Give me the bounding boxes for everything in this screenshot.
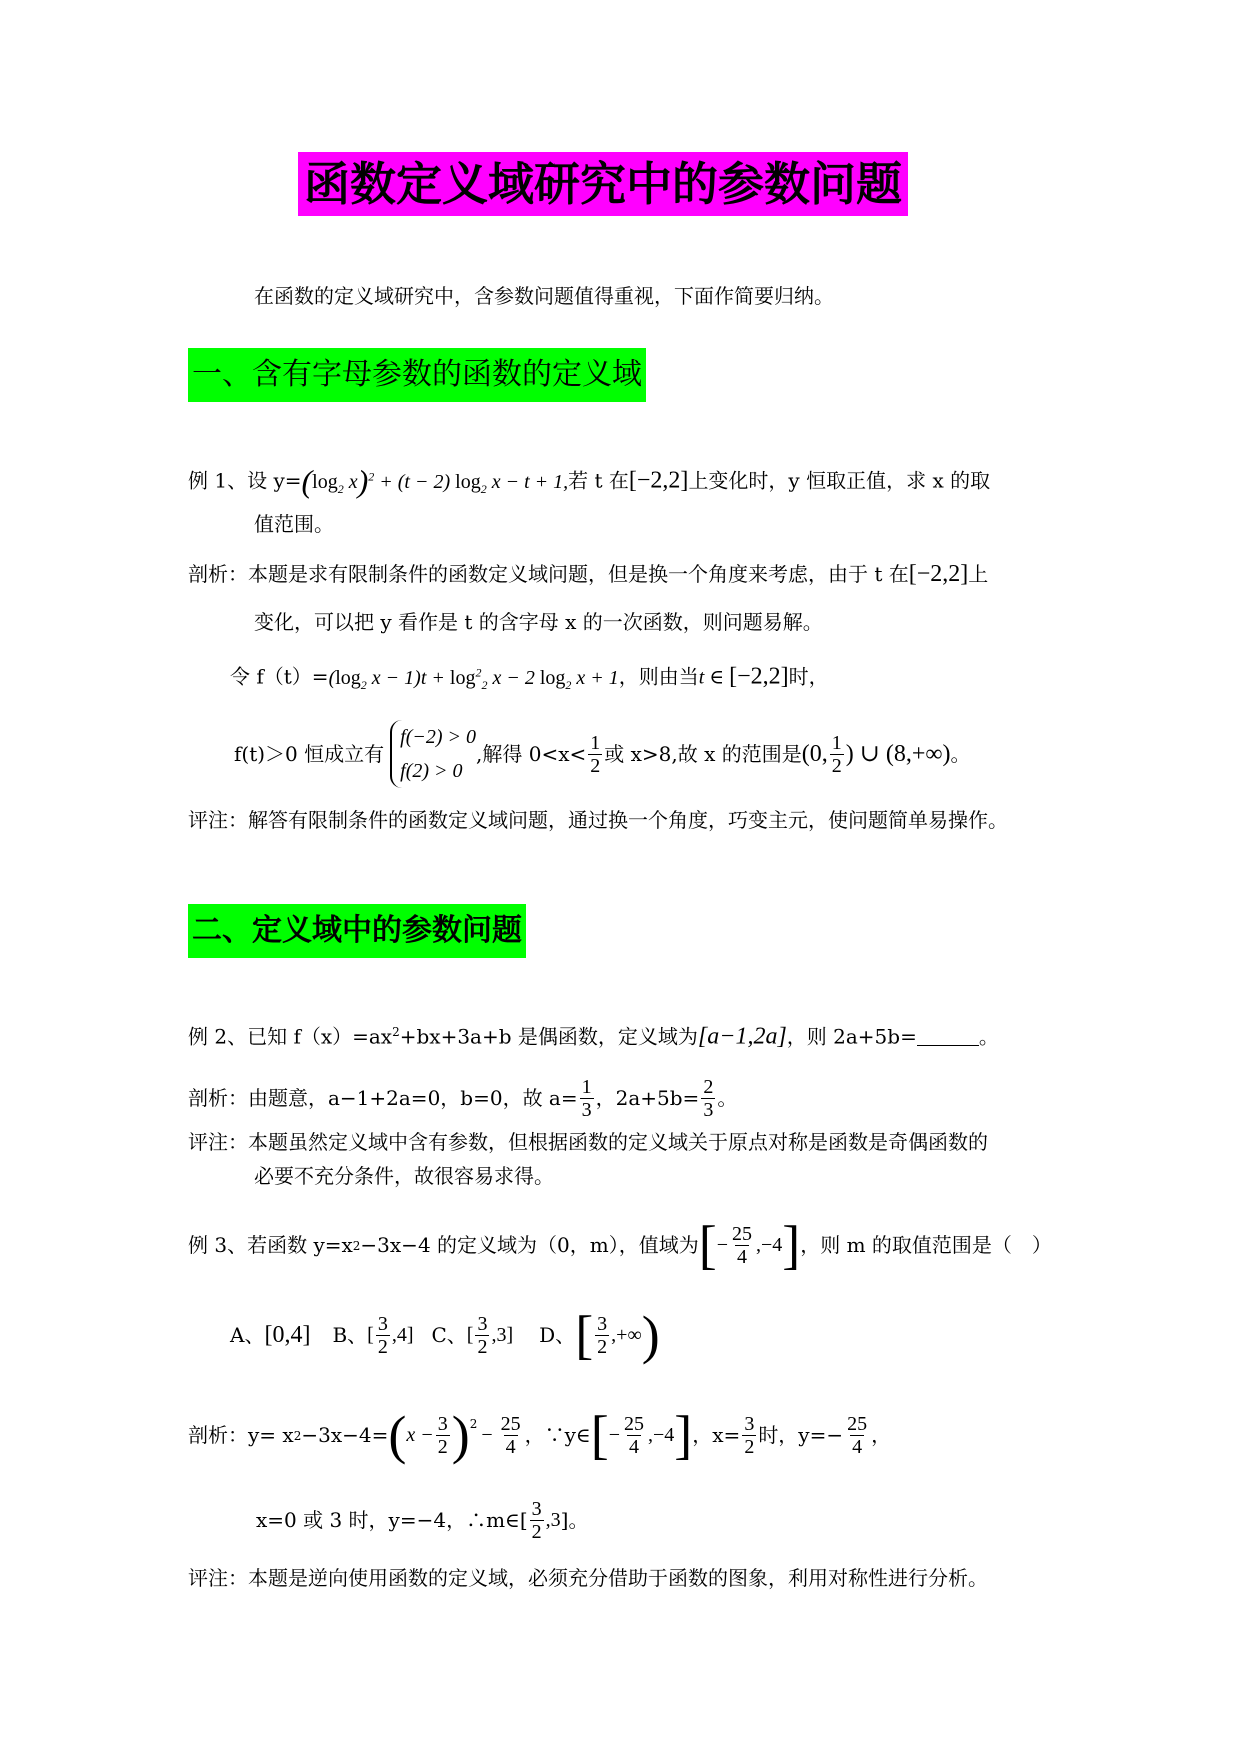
fraction-3-2-b: $\frac{3}{2}$ [744,1412,755,1458]
option-a-label: A、 [230,1323,265,1347]
example-3-mid: −3x−4 的定义域为（0，m），值域为 [360,1233,699,1257]
analysis-3-line-1: 剖析：y= x 2 −3x−4= ( x − $\frac{3}{2}$ ) $^2$ − $\frac{25}{4}$ ，∵y∈ [ − $\frac{25}{4}$ ,−4 ] ，x= $\frac{3}{2}$ 时，y=− $\frac{25}{4}$ ， [188,1405,892,1465]
analysis-1-line-2: 变化，可以把 y 看作是 t 的含字母 x 的一次函数，则问题易解。 [254,610,823,634]
fraction-one-third: $\frac{1}{3}$ [581,1075,592,1121]
intro-text: 在函数的定义域研究中，含参数问题值得重视，下面作简要归纳。 [254,284,834,308]
system-row-1: f(−2) > 0 [400,726,477,748]
option-c-fraction: $\frac{3}{2}$ [477,1312,488,1358]
analysis-1-range-text: 或 x>8,故 x 的范围是 [604,742,802,766]
note-1: 评注：解答有限制条件的函数定义域问题，通过换一个角度，巧变主元，使问题简单易操作。 [188,808,1008,832]
analysis-2 [188,1068,737,1128]
example-2-period: 。 [978,1024,999,1049]
analysis-3-line-2: x=0 或 3 时，y=−4，∴m∈[ $\frac{3}{2}$ ,3 ]。 [256,1497,589,1543]
example-2: 例 2、已知 $f(x)=ax^2+bx+3a+b$ 是偶函数，定义域为[a−1,2a]，则 2a+5b= 。 [188,1023,999,1050]
analysis-3-y-equals: 时，y=− [758,1423,844,1447]
option-b-label: B、 [332,1323,368,1347]
example-1-tail2: 上变化时，y 恒取正值，求 x 的取 [688,468,991,493]
analysis-1-then: ，则由当 [618,664,699,689]
analysis-3-x-equals: ，x= [692,1423,741,1447]
option-a-value: [0,4] [264,1322,311,1348]
note-3: 评注：本题是逆向使用函数的定义域，必须充分借助于函数的图象，利用对称性进行分析。 [188,1566,988,1590]
section-1-heading: 一、含有字母参数的函数的定义域 [188,348,646,402]
note-2-line-1: 评注：本题虽然定义域中含有参数，但根据函数的定义域关于原点对称是函数是奇偶函数的 [188,1130,988,1154]
fraction-3-2-a: $\frac{3}{2}$ [437,1412,448,1458]
fraction-3-2-c: $\frac{3}{2}$ [531,1497,542,1543]
option-d-fraction: $\frac{3}{2}$ [597,1312,608,1358]
options-row: A、 [0,4] B、 [ $\frac{3}{2}$ ,4] C、 [ $\frac{3}{2}$ ,3] D、 [ $\frac{3}{2}$ ,+∞ ) [230,1305,660,1365]
page-title: 函数定义域研究中的参数问题 [298,152,908,216]
option-d-label: D、 [539,1323,576,1347]
example-2-interval: [a−1,2a] [697,1023,787,1050]
fraction-two-thirds: $\frac{2}{3}$ [703,1075,714,1121]
analysis-2-end: 。 [717,1086,738,1110]
fraction-25-4-c: $\frac{25}{4}$ [847,1412,868,1458]
analysis-1-formula: ($\log_2$ $x - 1)t + \log^2_2 x - 2$ $\log_2 x + 1$ [328,665,619,692]
example-3: 例 3、若函数 y=x 2 −3x−4 的定义域为（0，m），值域为 [ − $\frac{25}{4}$ ,−4 ] ，则 m 的取值范围是（ ） [188,1215,1052,1275]
analysis-3-comma: ， [871,1423,892,1447]
analysis-2-pre: 剖析：由题意，a−1+2a=0，b=0，故 a= [188,1086,578,1110]
inequality-system [390,720,476,788]
analysis-1-let: 令 f（t）= [230,664,329,689]
analysis-2-mid: ，2a+5b= [595,1086,700,1110]
option-b-fraction: $\frac{3}{2}$ [377,1312,388,1358]
example-1-label: 例 1、设 y= [188,468,302,493]
analysis-1-solve: ,解得 0<x< [476,742,587,766]
analysis-1-condition: f(t)＞0 恒成立有 [234,742,385,766]
fraction-one-half-2: $\frac{1}{2}$ [831,731,842,777]
analysis-1-interval: [−2,2] [908,561,969,587]
analysis-1-text: 剖析：本题是求有限制条件的函数定义域问题，但是换一个角度来考虑，由于 t 在 [188,562,909,586]
example-2-end: ，则 2a+5b= [786,1024,917,1049]
option-c-label: C、 [431,1323,467,1347]
analysis-3-conclusion: x=0 或 3 时，y=−4，∴m∈[ [256,1508,528,1532]
analysis-1-line-4: f(t)＞0 恒成立有 f(−2) > 0 f(2) > 0 ,解得 0<x< $\frac{1}{2}$ 或 x>8,故 x 的范围是 (0, $\frac{1}{2}$ ) ∪ (8,+∞) 。 [234,714,970,794]
analysis-1-line-1 [188,558,988,590]
analysis-1-end: 上 [968,562,989,586]
analysis-3-pre: 剖析：y= x [188,1423,294,1447]
example-1-interval: [−2,2] [628,467,689,494]
fraction-25-4-a: $\frac{25}{4}$ [500,1412,521,1458]
example-3-pre: 例 3、若函数 y=x [188,1233,353,1257]
system-row-2: f(2) > 0 [400,760,463,782]
analysis-3-therefore: ，∵y∈ [524,1423,591,1447]
fraction-25-4-b: $\frac{25}{4}$ [624,1412,644,1458]
analysis-1-line-3: 令 $f(t)=(\log_2$ $x - 1)t + \log^2_2 x - 2$ $\log_2 x + 1$，则由当t ∈ [−2,2]时， [230,663,829,692]
analysis-3-end: ]。 [560,1508,589,1532]
analysis-1-period: 。 [950,742,971,766]
fraction-one-half: $\frac{1}{2}$ [590,731,601,777]
example-2-post: +bx+3a+b 是偶函数，定义域为 [399,1024,698,1049]
fraction-25-4: $\frac{25}{4}$ [731,1222,752,1268]
example-1 [188,460,990,505]
analysis-3-mid: −3x−4= [301,1423,389,1447]
example-1-formula: ($\log_2$ x)$^2$ + (t − 2) $\log_2 x - t + 1$, [301,462,569,499]
section-2-heading: 二、定义域中的参数问题 [188,904,526,958]
example-2-pre: 例 2、已知 f（x）=ax [188,1024,393,1049]
note-2-line-2: 必要不充分条件，故很容易求得。 [254,1164,554,1188]
example-1-continued: 值范围。 [254,512,334,536]
analysis-1-when: 时， [788,664,829,689]
example-3-end: ，则 m 的取值范围是（ ） [800,1233,1052,1257]
example-1-tail: 若 t 在 [568,468,629,493]
answer-blank [917,1025,979,1046]
analysis-1-interval-2: [−2,2] [729,663,789,690]
